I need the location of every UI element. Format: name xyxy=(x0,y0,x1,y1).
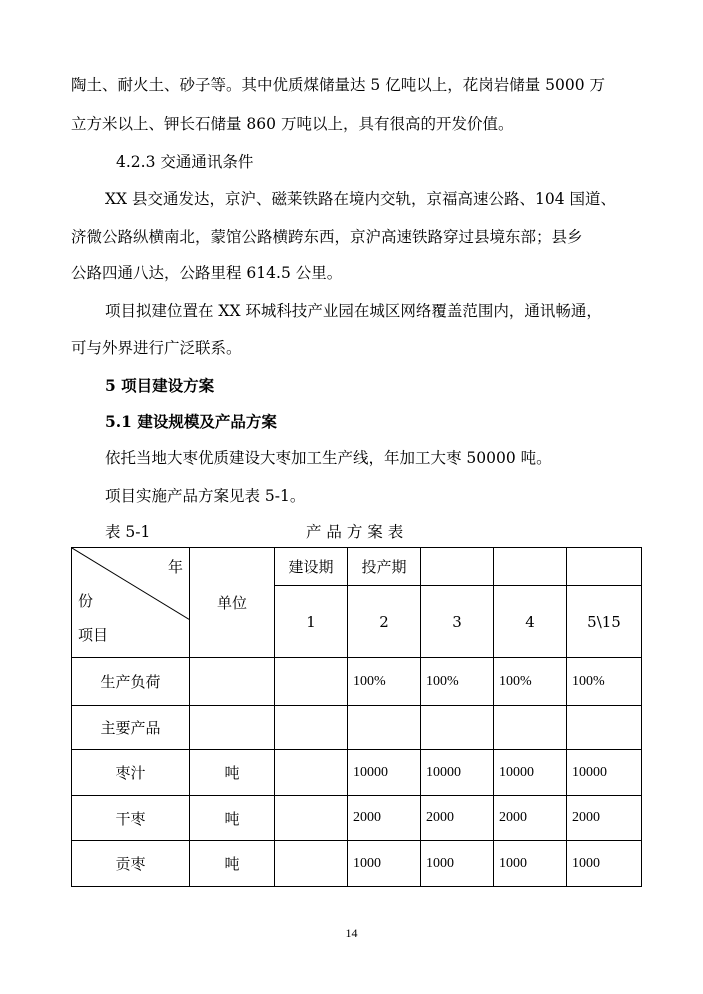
row-value: 2000 xyxy=(567,796,642,841)
row-value xyxy=(275,796,348,841)
row-value xyxy=(567,706,642,750)
row-value: 100% xyxy=(567,658,642,706)
corner-item-label: 项目 xyxy=(78,626,109,644)
row-value: 1000 xyxy=(567,841,642,887)
paragraph-line: 立方米以上、钾长石储量 860 万吨以上，具有很高的开发价值。 xyxy=(71,115,514,133)
year-header: 5\15 xyxy=(567,586,642,658)
year-header: 4 xyxy=(494,586,567,658)
row-unit xyxy=(190,658,275,706)
section-heading-4-2-3: 4.2.3 交通通讯条件 xyxy=(116,153,254,171)
row-value xyxy=(275,658,348,706)
row-item: 干枣 xyxy=(72,796,190,841)
production-period-header: 投产期 xyxy=(348,548,421,586)
section-heading-5-1: 5.1 建设规模及产品方案 xyxy=(105,412,277,431)
empty-header-cell xyxy=(421,548,494,586)
row-value: 10000 xyxy=(494,750,567,796)
table-corner-cell xyxy=(72,548,190,658)
row-item: 主要产品 xyxy=(72,706,190,750)
row-unit: 吨 xyxy=(190,796,275,841)
row-item: 枣汁 xyxy=(72,750,190,796)
paragraph-line: 项目实施产品方案见表 5-1。 xyxy=(105,487,306,505)
row-unit xyxy=(190,706,275,750)
row-value xyxy=(494,706,567,750)
table-row xyxy=(72,750,642,796)
row-item: 贡枣 xyxy=(72,841,190,887)
row-unit: 吨 xyxy=(190,841,275,887)
row-value xyxy=(275,750,348,796)
paragraph-line: 陶土、耐火土、砂子等。其中优质煤储量达 5 亿吨以上，花岗岩储量 5000 万 xyxy=(71,76,606,94)
section-heading-5: 5 项目建设方案 xyxy=(105,376,215,395)
row-value: 100% xyxy=(494,658,567,706)
row-unit: 吨 xyxy=(190,750,275,796)
row-value: 10000 xyxy=(567,750,642,796)
paragraph-line: 公路四通八达，公路里程 614.5 公里。 xyxy=(71,264,343,282)
table-row xyxy=(72,658,642,706)
row-value: 10000 xyxy=(421,750,494,796)
product-plan-table xyxy=(71,547,642,887)
corner-year-label: 年 xyxy=(167,558,183,576)
unit-header: 单位 xyxy=(190,548,275,658)
row-value: 2000 xyxy=(348,796,421,841)
paragraph-line: 依托当地大枣优质建设大枣加工生产线，年加工大枣 50000 吨。 xyxy=(105,449,552,467)
row-value: 10000 xyxy=(348,750,421,796)
paragraph-line: 可与外界进行广泛联系。 xyxy=(71,339,242,357)
table-row xyxy=(72,796,642,841)
row-value: 1000 xyxy=(421,841,494,887)
construction-period-header: 建设期 xyxy=(275,548,348,586)
paragraph-line: XX 县交通发达，京沪、磁莱铁路在境内交轨，京福高速公路、104 国道、 xyxy=(105,190,617,208)
table-row xyxy=(72,706,642,750)
row-value xyxy=(275,841,348,887)
row-value: 100% xyxy=(348,658,421,706)
year-header: 2 xyxy=(348,586,421,658)
empty-header-cell xyxy=(567,548,642,586)
row-value: 2000 xyxy=(494,796,567,841)
row-value: 100% xyxy=(421,658,494,706)
paragraph-line: 济微公路纵横南北，蒙馆公路横跨东西，京沪高速铁路穿过县境东部；县乡 xyxy=(71,228,583,246)
row-value xyxy=(421,706,494,750)
table-caption: 产 品 方 案 表 xyxy=(306,523,404,541)
page-number: 14 xyxy=(345,926,358,940)
row-value: 1000 xyxy=(494,841,567,887)
year-header: 3 xyxy=(421,586,494,658)
row-value: 1000 xyxy=(348,841,421,887)
year-header: 1 xyxy=(275,586,348,658)
row-value: 2000 xyxy=(421,796,494,841)
row-value xyxy=(348,706,421,750)
corner-fen-label: 份 xyxy=(78,592,94,610)
paragraph-line: 项目拟建位置在 XX 环城科技产业园在城区网络覆盖范围内，通讯畅通， xyxy=(105,302,602,320)
table-label: 表 5-1 xyxy=(105,523,151,541)
row-value xyxy=(275,706,348,750)
row-item: 生产负荷 xyxy=(72,658,190,706)
table-row xyxy=(72,841,642,887)
empty-header-cell xyxy=(494,548,567,586)
